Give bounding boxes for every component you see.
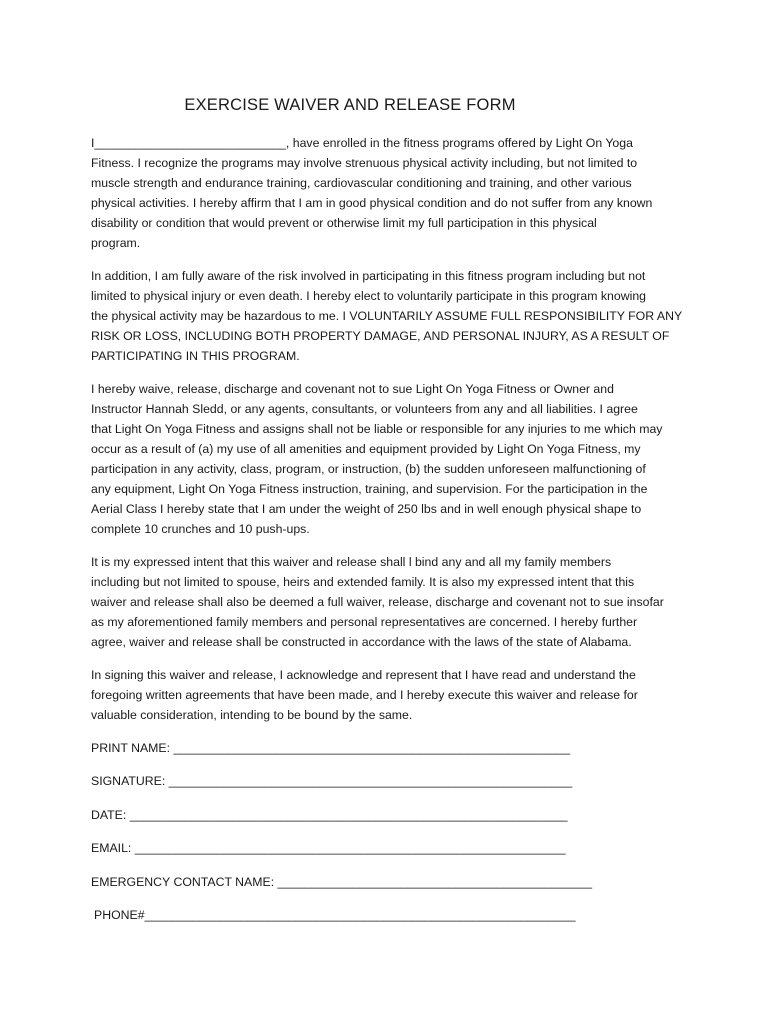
print-name-field[interactable]: PRINT NAME: __________________________________________________________ (91, 741, 571, 755)
document-body (91, 133, 689, 737)
signature-fields (91, 738, 691, 938)
paragraph-acknowledgement: In signing this waiver and release, I acknowledge and represent that I have read and understand the foregoing written agreements that have been made, and I hereby execute this waiver and release for valuable consideration, intending to be bound by the same. (91, 667, 638, 722)
signature-field[interactable]: SIGNATURE: ___________________________________________________________ (91, 774, 573, 789)
paragraph-release: I hereby waive, release, discharge and covenant not to sue Light On Yoga Fitness or Owner and Instructor Hannah Sledd, or any agents, consultants, or volunteers from any and all liabilities. I agree that Light On Yoga Fitness and assigns shall not be liable or responsible for any injuries to me which may occur as a result of (a) my use of all amenities and equipment provided by Light On Yoga Fitness, my participation in any activity, class, program, or instruction, (b) the sudden unforeseen malfunctioning of any equipment, Light On Yoga Fitness instruction, training, and supervision. For the participation in the Aerial Class I hereby state that I am under the weight of 250 lbs and in well enough physical shape to complete 10 crunches and 10 push-ups. (91, 381, 663, 537)
paragraph-family: It is my expressed intent that this waiver and release shall l bind any and all my family members including but not limited to spouse, heirs and extended family. It is also my expressed intent that this waiver and release shall also be deemed a full waiver, release, discharge and covenant not to sue insofar as my aforementioned family members and personal representatives are concerned. I hereby further agree, waiver and release shall be constructed in accordance with the laws of the state of Alabama. (91, 554, 664, 650)
email-field[interactable]: EMAIL: _______________________________________________________________ (91, 841, 566, 856)
paragraph-risk: In addition, I am fully aware of the risk involved in participating in this fitness program including but not limited to physical injury or even death. I hereby elect to voluntarily participate in this program knowing the physical activity may be hazardous to me. I VOLUNTARILY ASSUME FULL RESPONSIBILITY FOR ANY RISK OR LOSS, INCLUDING BOTH PROPERTY DAMAGE, AND PERSONAL INJURY, AS A RESULT OF PARTICIPATING IN THIS PROGRAM. (91, 268, 683, 364)
phone-field[interactable]: PHONE#_______________________________________________________________ (94, 907, 576, 922)
document-title: EXERCISE WAIVER AND RELEASE FORM (184, 96, 516, 114)
emergency-contact-field[interactable]: EMERGENCY CONTACT NAME: ______________________________________________ (91, 874, 593, 889)
date-field[interactable]: DATE: ________________________________________________________________ (91, 807, 568, 822)
paragraph-enrollment: I____________________________, have enrolled in the fitness programs offered by Light On Yoga Fitness. I recognize the programs may involve strenuous physical activity including, but not limited to muscle strength and endurance training, cardiovascular conditioning and training, and other various physical activities. I hereby affirm that I am in good physical condition and do not suffer from any known disability or condition that would prevent or otherwise limit my full participation in this physical program. (91, 136, 653, 251)
